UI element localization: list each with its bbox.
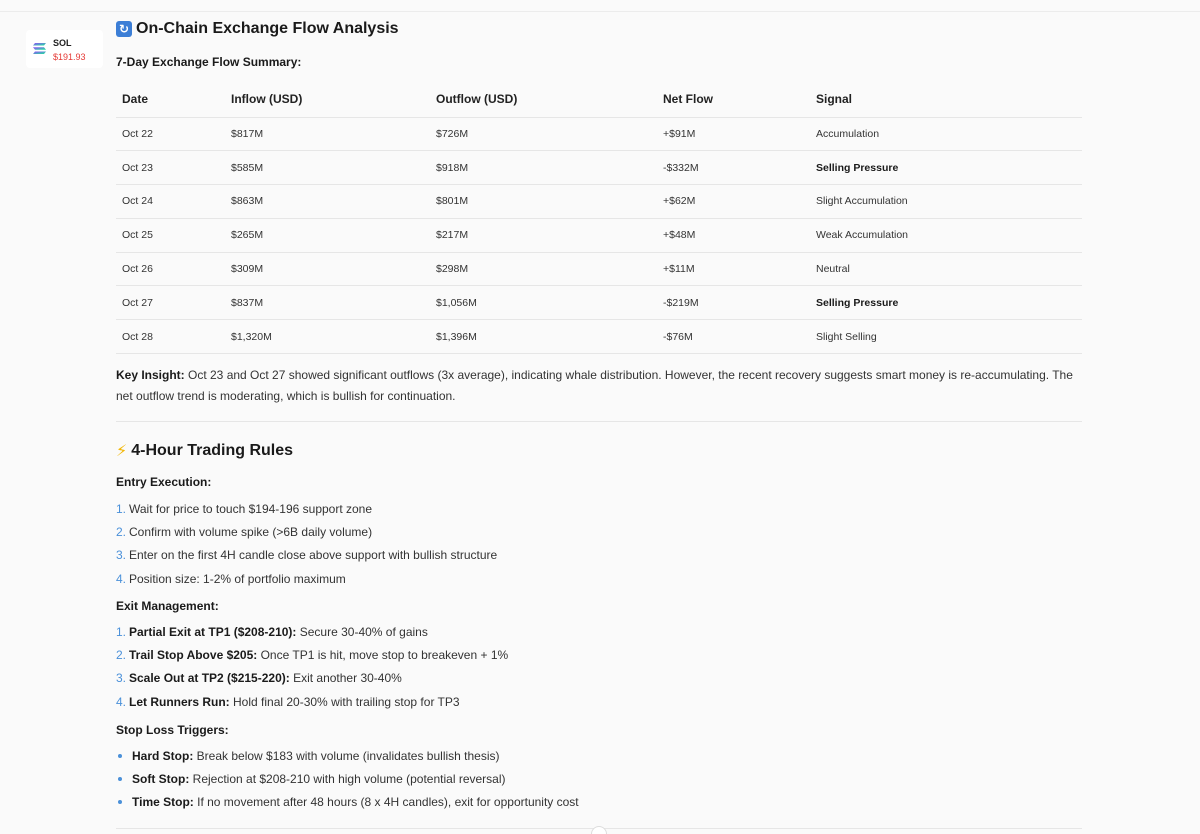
cell-inflow: $863M (225, 185, 430, 219)
key-insight-label: Key Insight: (116, 368, 185, 382)
list-number: 4. (116, 571, 127, 586)
list-item-label: Trail Stop Above $205: (129, 648, 258, 663)
list-item (116, 791, 579, 814)
list-item-text: Confirm with volume spike (>6B daily volume) (129, 525, 373, 540)
cell-net-flow: +$91M (657, 117, 810, 151)
table-row (116, 185, 1082, 219)
rules-section-title: 4-Hour Trading Rules (131, 442, 294, 459)
cell-outflow: $801M (430, 185, 657, 219)
exit-management-title: Exit Management: (116, 599, 219, 613)
list-item-text: Once TP1 is hit, move stop to breakeven + 1% (257, 648, 509, 663)
list-item (116, 497, 497, 520)
entry-execution-title: Entry Execution: (116, 475, 212, 489)
cell-net-flow: -$219M (657, 286, 810, 320)
list-number: 1. (116, 624, 127, 639)
cell-net-flow: +$62M (657, 185, 810, 219)
list-item-text: Position size: 1-2% of portfolio maximum (129, 571, 346, 586)
rules-section-heading (116, 441, 293, 461)
column-header-net-flow: Net Flow (657, 82, 810, 117)
cell-net-flow: +$11M (657, 252, 810, 286)
list-item-text: If no movement after 48 hours (8 x 4H candles), exit for opportunity cost (193, 795, 579, 810)
list-number: 3. (116, 671, 127, 686)
cell-outflow: $1,056M (430, 286, 657, 320)
list-item-label: Time Stop: (132, 795, 194, 810)
list-item (116, 567, 497, 590)
cell-inflow: $817M (225, 117, 430, 151)
list-item (116, 620, 508, 643)
cell-signal: Slight Accumulation (810, 185, 1082, 219)
table-row (116, 320, 1082, 354)
cell-outflow: $1,396M (430, 320, 657, 354)
stop-loss-list (116, 744, 579, 814)
list-number: 2. (116, 525, 127, 540)
cell-signal: Selling Pressure (810, 286, 1082, 320)
cell-inflow: $265M (225, 218, 430, 252)
list-item-label: Hard Stop: (132, 748, 194, 763)
stop-loss-title: Stop Loss Triggers: (116, 723, 229, 737)
cell-net-flow: -$332M (657, 151, 810, 185)
list-number: 3. (116, 548, 127, 563)
solana-logo-icon (33, 42, 46, 55)
table-row (116, 151, 1082, 185)
table-row (116, 218, 1082, 252)
list-item-text: Wait for price to touch $194-196 support zone (129, 501, 373, 516)
list-item-text: Exit another 30-40% (289, 671, 402, 686)
cell-date: Oct 24 (116, 185, 225, 219)
flow-section-title: On-Chain Exchange Flow Analysis (136, 20, 399, 37)
list-item-text: Break below $183 with volume (invalidates bullish thesis) (193, 748, 500, 763)
cell-outflow: $726M (430, 117, 657, 151)
entry-execution-list (116, 497, 497, 591)
ticker-symbol: SOL (53, 38, 72, 48)
cell-date: Oct 26 (116, 252, 225, 286)
lightning-bolt-icon: ⚡ (116, 443, 128, 460)
table-header-row (116, 82, 1082, 117)
key-insight-text: Oct 23 and Oct 27 showed significant outflows (3x average), indicating whale distribution. However, the recent recovery suggests smart money is re-accumulating. The net outflow trend is moderating, which is bullish for continuation. (116, 368, 1073, 403)
cell-outflow: $298M (430, 252, 657, 286)
column-header-date: Date (116, 82, 225, 117)
list-item-text: Secure 30-40% of gains (296, 624, 428, 639)
cell-signal: Slight Selling (810, 320, 1082, 354)
list-item-label: Soft Stop: (132, 772, 190, 787)
list-number: 1. (116, 501, 127, 516)
list-item-label: Scale Out at TP2 ($215-220): (129, 671, 290, 686)
list-item-text: Hold final 20-30% with trailing stop for TP3 (229, 694, 460, 709)
bullet-icon (118, 754, 122, 758)
exit-management-list (116, 620, 508, 714)
cell-date: Oct 22 (116, 117, 225, 151)
cell-outflow: $217M (430, 218, 657, 252)
list-number: 2. (116, 648, 127, 663)
cell-date: Oct 25 (116, 218, 225, 252)
column-header-signal: Signal (810, 82, 1082, 117)
list-item (116, 744, 579, 767)
cell-inflow: $309M (225, 252, 430, 286)
cell-signal: Selling Pressure (810, 151, 1082, 185)
list-item-label: Partial Exit at TP1 ($208-210): (129, 624, 297, 639)
cell-date: Oct 28 (116, 320, 225, 354)
cell-inflow: $837M (225, 286, 430, 320)
column-header-outflow: Outflow (USD) (430, 82, 657, 117)
list-item-label: Let Runners Run: (129, 694, 230, 709)
table-row (116, 286, 1082, 320)
cell-signal: Weak Accumulation (810, 218, 1082, 252)
section-divider (116, 421, 1082, 422)
list-number: 4. (116, 694, 127, 709)
list-item (116, 690, 508, 713)
cell-date: Oct 23 (116, 151, 225, 185)
column-header-inflow: Inflow (USD) (225, 82, 430, 117)
table-row (116, 117, 1082, 151)
list-item (116, 544, 497, 567)
cell-outflow: $918M (430, 151, 657, 185)
ticker-price: $191.93 (53, 52, 86, 62)
arrows-cycle-icon: ↻ (116, 21, 132, 37)
cell-signal: Accumulation (810, 117, 1082, 151)
cell-date: Oct 27 (116, 286, 225, 320)
cell-inflow: $585M (225, 151, 430, 185)
list-item (116, 767, 579, 790)
list-item (116, 520, 497, 543)
bullet-icon (118, 800, 122, 804)
list-item (116, 643, 508, 666)
flow-section-heading (116, 20, 399, 38)
flow-summary-title: 7-Day Exchange Flow Summary: (116, 55, 302, 69)
list-item-text: Enter on the first 4H candle close above support with bullish structure (129, 548, 498, 563)
ticker-card[interactable] (26, 30, 103, 68)
cell-net-flow: +$48M (657, 218, 810, 252)
list-item (116, 667, 508, 690)
cell-net-flow: -$76M (657, 320, 810, 354)
exchange-flow-table (116, 82, 1082, 354)
table-row (116, 252, 1082, 286)
top-divider (0, 11, 1200, 12)
cell-inflow: $1,320M (225, 320, 430, 354)
cell-signal: Neutral (810, 252, 1082, 286)
bullet-icon (118, 777, 122, 781)
list-item-text: Rejection at $208-210 with high volume (potential reversal) (189, 772, 506, 787)
key-insight (116, 365, 1082, 407)
